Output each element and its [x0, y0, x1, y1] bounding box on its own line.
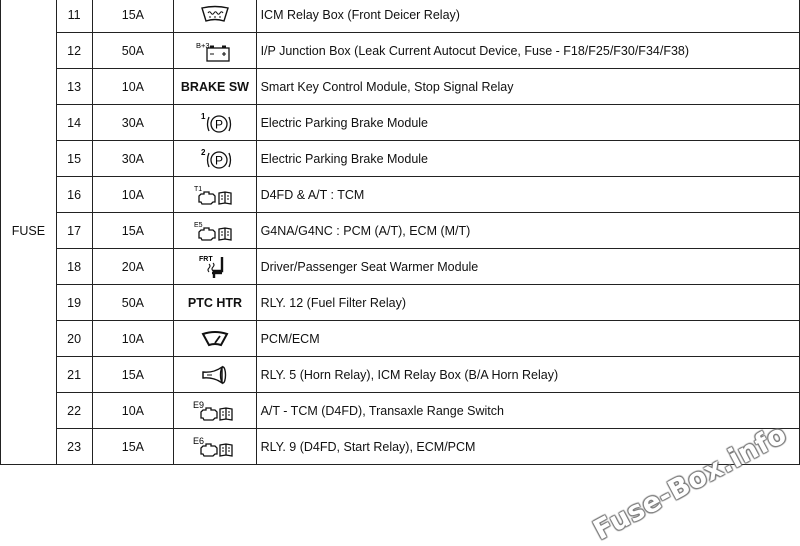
defroster-icon	[174, 0, 256, 33]
fuse-description: I/P Junction Box (Leak Current Autocut Device, Fuse - F18/F25/F30/F34/F38)	[256, 33, 799, 69]
fuse-number: 20	[56, 321, 92, 357]
fuse-description: A/T - TCM (D4FD), Transaxle Range Switch	[256, 393, 799, 429]
horn-icon	[174, 357, 256, 393]
fuse-number: 14	[56, 105, 92, 141]
fuse-rating: 30A	[92, 141, 174, 177]
fuse-description: Driver/Passenger Seat Warmer Module	[256, 249, 799, 285]
table-row	[1, 105, 800, 141]
fuse-rating: 15A	[92, 213, 174, 249]
engine-manual-icon	[174, 393, 256, 429]
fuse-rating: 15A	[92, 0, 174, 33]
table-row	[1, 141, 800, 177]
table-row	[1, 0, 800, 33]
parking-brake-icon	[174, 141, 256, 177]
table-row	[1, 33, 800, 69]
table-row	[1, 177, 800, 213]
wiper-icon	[174, 321, 256, 357]
fuse-rating: 15A	[92, 429, 174, 465]
icon-code: E9	[192, 399, 204, 410]
table-row	[1, 429, 800, 465]
engine-manual-icon	[174, 177, 256, 213]
fuse-rating: 20A	[92, 249, 174, 285]
fuse-rating: 10A	[92, 177, 174, 213]
icon-code: FRT	[198, 255, 213, 263]
icon-code: B+3	[195, 40, 210, 50]
fuse-number: 11	[56, 0, 92, 33]
fuse-rating: 30A	[92, 105, 174, 141]
fuse-number: 12	[56, 33, 92, 69]
fuse-number: 15	[56, 141, 92, 177]
fuse-description: Electric Parking Brake Module	[256, 141, 799, 177]
seat-heater-icon	[174, 249, 256, 285]
icon-code: 2	[200, 147, 206, 157]
fuse-description: G4NA/G4NC : PCM (A/T), ECM (M/T)	[256, 213, 799, 249]
table-row	[1, 285, 800, 321]
battery-icon	[174, 33, 256, 69]
fuse-description: RLY. 5 (Horn Relay), ICM Relay Box (B/A Horn Relay)	[256, 357, 799, 393]
table-row	[1, 393, 800, 429]
parking-brake-icon	[174, 105, 256, 141]
watermark: Fuse-Box.info	[588, 418, 792, 546]
fuse-number: 19	[56, 285, 92, 321]
fuse-description: RLY. 12 (Fuel Filter Relay)	[256, 285, 799, 321]
svg-text:P: P	[214, 153, 223, 167]
engine-manual-icon	[174, 429, 256, 465]
fuse-description: PCM/ECM	[256, 321, 799, 357]
fuse-symbol-text: PTC HTR	[174, 285, 256, 321]
fuse-rating: 10A	[92, 393, 174, 429]
fuse-number: 13	[56, 69, 92, 105]
icon-code: E6	[192, 435, 204, 446]
fuse-rating: 50A	[92, 33, 174, 69]
table-row	[1, 357, 800, 393]
fuse-rating: 10A	[92, 321, 174, 357]
icon-code: T1	[193, 185, 203, 193]
fuse-number: 23	[56, 429, 92, 465]
fuse-number: 18	[56, 249, 92, 285]
icon-code: E5	[193, 221, 203, 229]
fuse-description: D4FD & A/T : TCM	[256, 177, 799, 213]
svg-text:P: P	[214, 117, 223, 131]
icon-code: 1	[200, 111, 206, 121]
fuse-description: RLY. 9 (D4FD, Start Relay), ECM/PCM	[256, 429, 799, 465]
fuse-number: 17	[56, 213, 92, 249]
fuse-rating: 15A	[92, 357, 174, 393]
fuse-type-label: FUSE	[1, 0, 57, 465]
fuse-number: 22	[56, 393, 92, 429]
fuse-symbol-text: BRAKE SW	[174, 69, 256, 105]
table-row	[1, 213, 800, 249]
engine-manual-icon	[174, 213, 256, 249]
table-row	[1, 321, 800, 357]
fuse-rating: 50A	[92, 285, 174, 321]
table-row	[1, 249, 800, 285]
fuse-description: Electric Parking Brake Module	[256, 105, 799, 141]
fuse-description: Smart Key Control Module, Stop Signal Relay	[256, 69, 799, 105]
fuse-rating: 10A	[92, 69, 174, 105]
fuse-number: 16	[56, 177, 92, 213]
fuse-number: 21	[56, 357, 92, 393]
table-row	[1, 69, 800, 105]
fuse-description: ICM Relay Box (Front Deicer Relay)	[256, 0, 799, 33]
